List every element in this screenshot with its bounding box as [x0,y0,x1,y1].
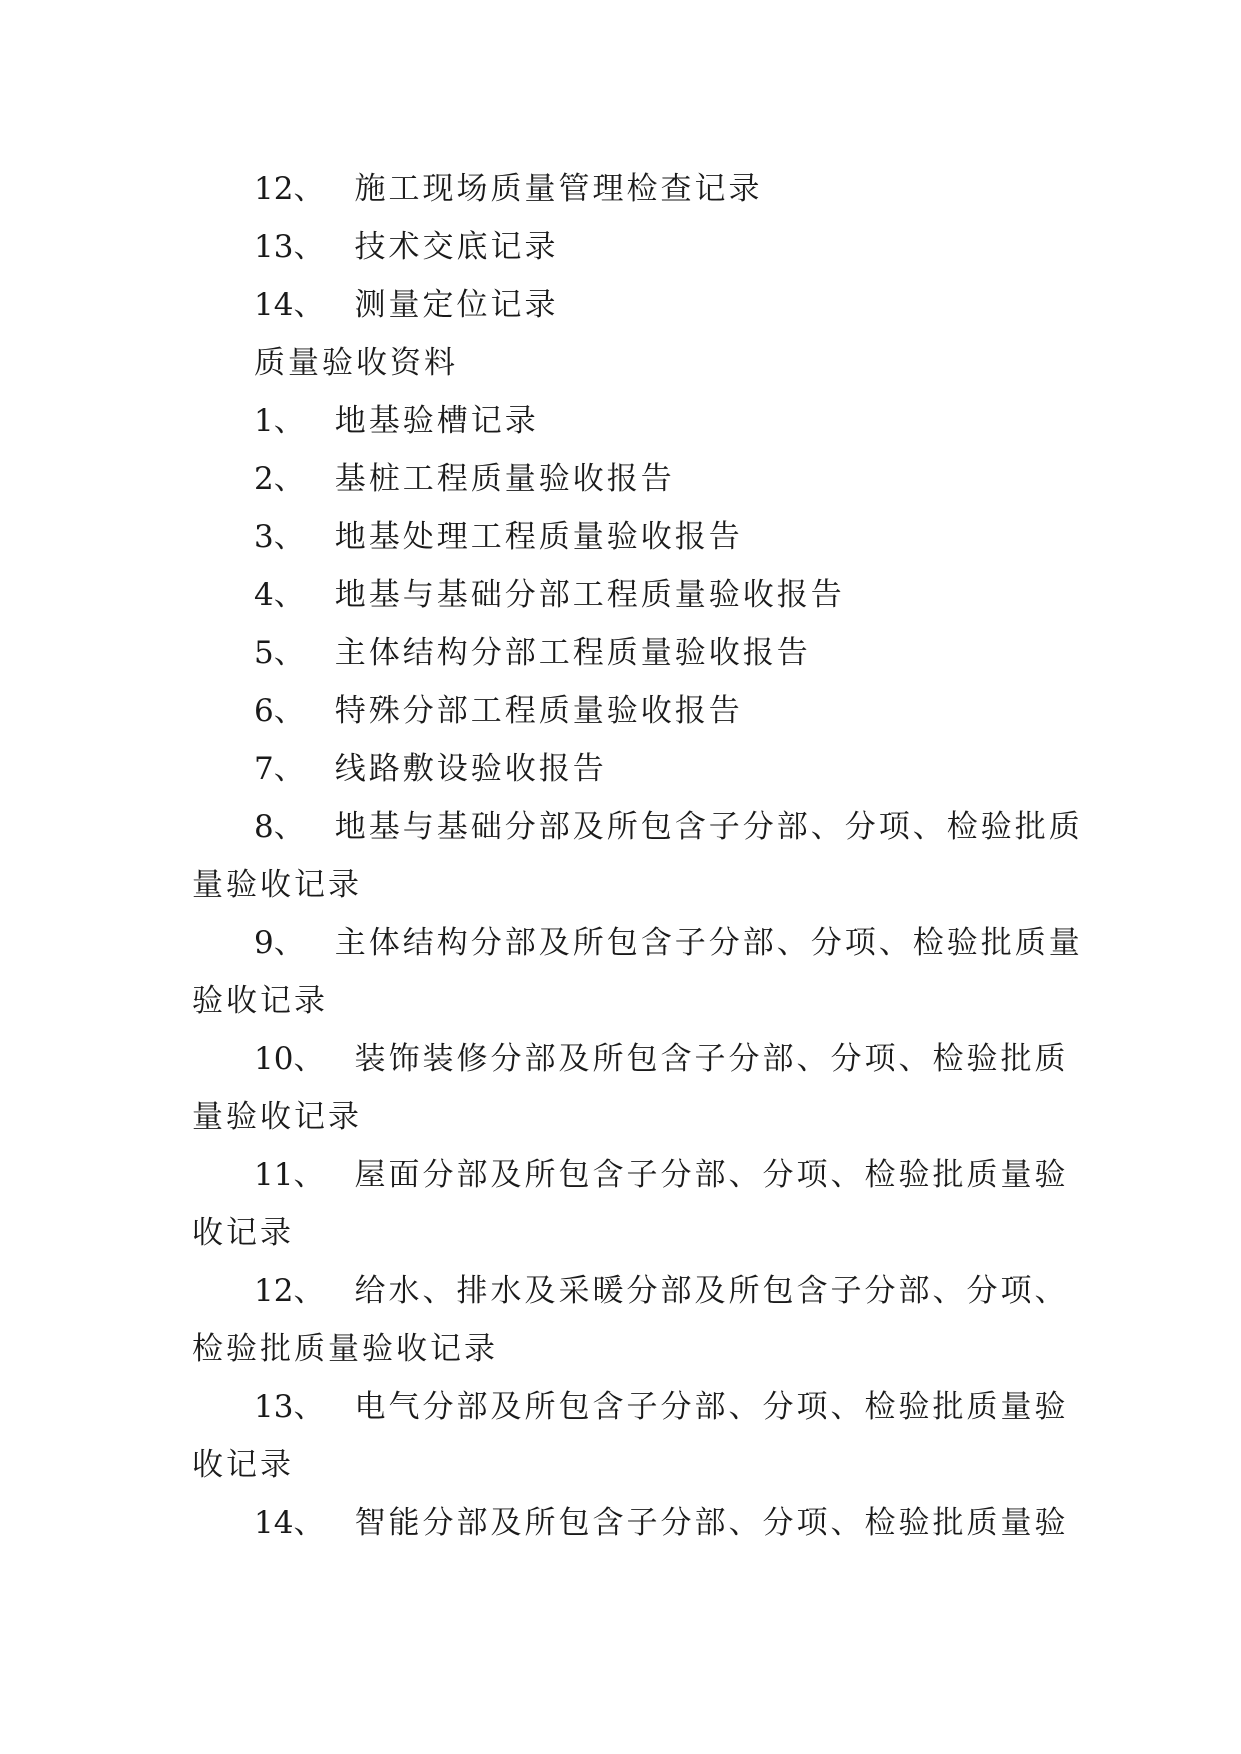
item-text: 技术交底记录 [354,229,559,265]
item-number: 6、 [254,693,305,729]
list-item-continuation: 验收记录 [192,983,328,1019]
list-item-continuation: 收记录 [192,1447,294,1483]
item-text: 地基验槽记录 [334,403,539,439]
item-text: 智能分部及所包含子分部、分项、检验批质量验 [354,1505,1069,1541]
item-number: 2、 [254,461,305,497]
list-item [192,1146,1069,1204]
list-item [192,392,1052,450]
item-number: 3、 [254,519,305,555]
item-text: 地基处理工程质量验收报告 [334,519,743,555]
item-number: 1、 [254,403,305,439]
list-item [192,566,1052,624]
item-number: 13、 [254,1389,325,1425]
item-number: 10、 [254,1041,325,1077]
list-item [192,508,1052,566]
item-number: 8、 [254,809,305,845]
list-item [192,218,1052,276]
item-number: 12、 [254,1273,325,1309]
section-heading [192,334,1052,392]
list-item [192,1030,1069,1088]
item-number: 4、 [254,577,305,613]
item-number: 9、 [254,925,305,961]
list-item [192,798,1083,856]
item-text: 施工现场质量管理检查记录 [354,171,763,207]
item-text: 屋面分部及所包含子分部、分项、检验批质量验 [354,1157,1069,1193]
item-text: 地基与基础分部及所包含子分部、分项、检验批质 [334,809,1083,845]
item-text: 装饰装修分部及所包含子分部、分项、检验批质 [354,1041,1069,1077]
section-heading-text: 质量验收资料 [254,345,458,381]
list-item [192,740,1052,798]
list-item [192,276,1052,334]
item-number: 7、 [254,751,305,787]
list-item [192,1494,1069,1552]
item-text: 电气分部及所包含子分部、分项、检验批质量验 [354,1389,1069,1425]
list-item [192,624,1052,682]
item-number: 14、 [254,287,325,323]
item-text: 基桩工程质量验收报告 [334,461,675,497]
item-text: 主体结构分部及所包含子分部、分项、检验批质量 [334,925,1083,961]
item-text: 线路敷设验收报告 [334,751,607,787]
list-item [192,1262,1069,1320]
item-number: 12、 [254,171,325,207]
item-text: 特殊分部工程质量验收报告 [334,693,743,729]
item-number: 14、 [254,1505,325,1541]
item-text: 地基与基础分部工程质量验收报告 [334,577,845,613]
list-item-continuation: 量验收记录 [192,867,362,903]
item-text: 给水、排水及采暖分部及所包含子分部、分项、 [354,1273,1069,1309]
document-body [192,160,1083,1552]
item-number: 5、 [254,635,305,671]
list-item [192,1378,1069,1436]
list-item [192,682,1052,740]
item-number: 13、 [254,229,325,265]
list-item-continuation: 检验批质量验收记录 [192,1331,498,1367]
list-item [192,914,1083,972]
item-text: 测量定位记录 [354,287,559,323]
list-item [192,450,1052,508]
list-item [192,160,1052,218]
item-number: 11、 [254,1157,325,1193]
item-text: 主体结构分部工程质量验收报告 [334,635,811,671]
list-item-continuation: 收记录 [192,1215,294,1251]
list-item-continuation: 量验收记录 [192,1099,362,1135]
